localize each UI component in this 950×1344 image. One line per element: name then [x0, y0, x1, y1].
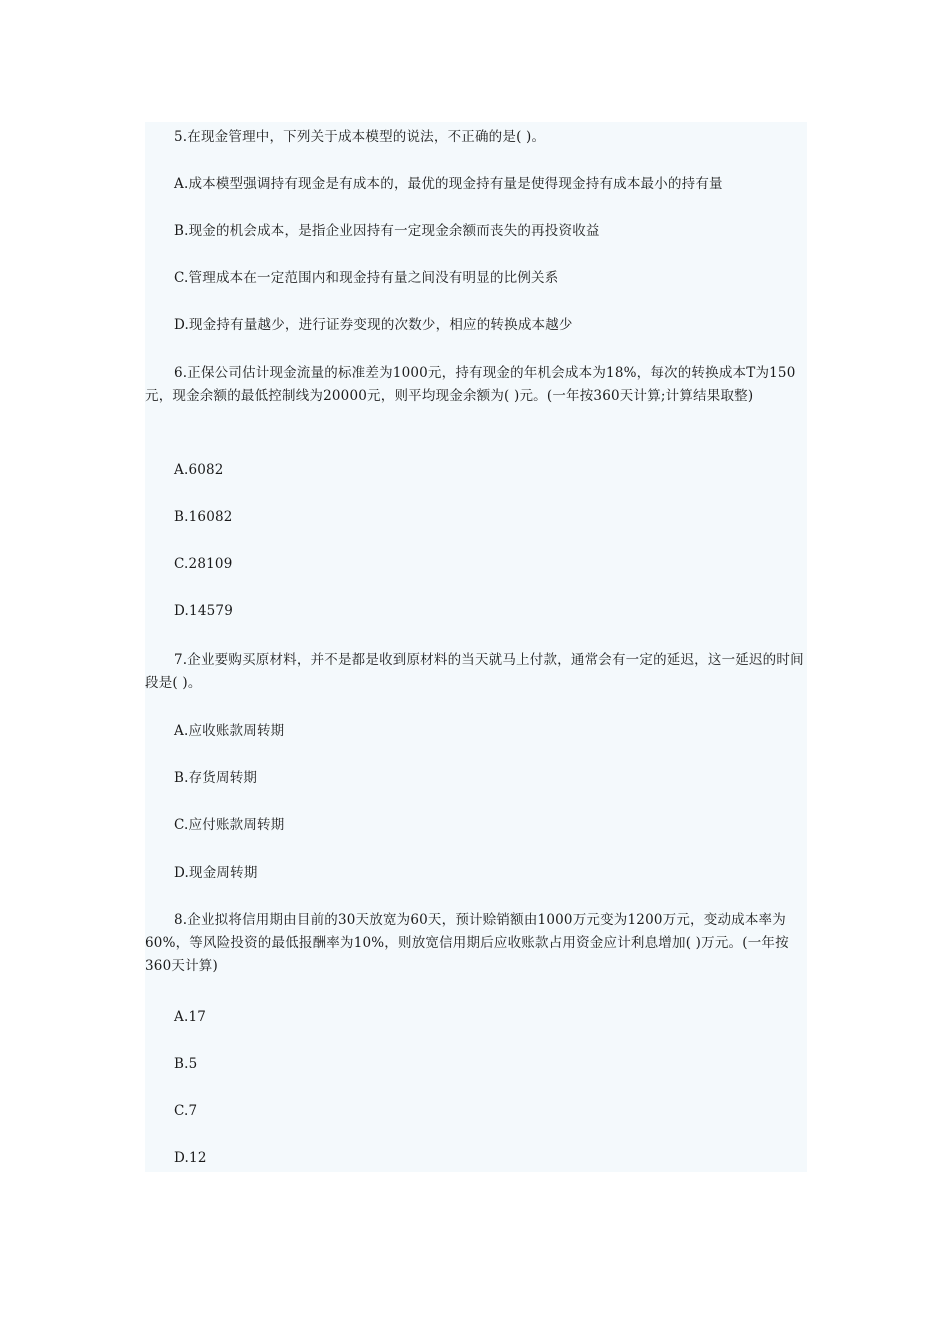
question-5-option-b: B.现金的机会成本，是指企业因持有一定现金余额而丧失的再投资收益 [174, 223, 600, 239]
question-8-stem: 8.企业拟将信用期由目前的30天放宽为60天，预计赊销额由1000万元变为1200万元，变动成本率为60%，等风险投资的最低报酬率为10%，则放宽信用期后应收账款占用资金应计利息增加( )万元。(一年按360天计算) [145, 912, 789, 974]
question-6-stem: 6.正保公司估计现金流量的标准差为1000元，持有现金的年机会成本为18%，每次的转换成本T为150元，现金余额的最低控制线为20000元，则平均现金余额为( )元。(一年按360天计算;计算结果取整) [145, 365, 796, 404]
question-5-option-a: A.成本模型强调持有现金是有成本的，最优的现金持有量是使得现金持有成本最小的持有量 [174, 176, 723, 192]
question-6-option-b: B.16082 [174, 509, 233, 525]
question-5-option-d: D.现金持有量越少，进行证券变现的次数少，相应的转换成本越少 [174, 317, 573, 333]
question-6-option-d: D.14579 [174, 603, 233, 619]
question-6-option-c: C.28109 [174, 556, 233, 572]
question-7-stem: 7.企业要购买原材料，并不是都是收到原材料的当天就马上付款，通常会有一定的延迟，这一延迟的时间段是( )。 [145, 652, 804, 691]
question-7-option-c: C.应付账款周转期 [174, 817, 285, 833]
question-5-option-c: C.管理成本在一定范围内和现金持有量之间没有明显的比例关系 [174, 270, 559, 286]
question-8-option-b: B.5 [174, 1056, 198, 1072]
question-8-option-c: C.7 [174, 1103, 198, 1119]
question-6-option-a: A.6082 [174, 462, 224, 478]
question-7-option-a: A.应收账款周转期 [174, 723, 285, 739]
question-5-stem: 5.在现金管理中，下列关于成本模型的说法，不正确的是( )。 [174, 129, 546, 145]
question-panel [145, 122, 807, 1172]
question-7-option-d: D.现金周转期 [174, 865, 258, 881]
question-8-option-a: A.17 [174, 1009, 207, 1025]
question-7-option-b: B.存货周转期 [174, 770, 258, 786]
question-8-option-d: D.12 [174, 1150, 207, 1166]
